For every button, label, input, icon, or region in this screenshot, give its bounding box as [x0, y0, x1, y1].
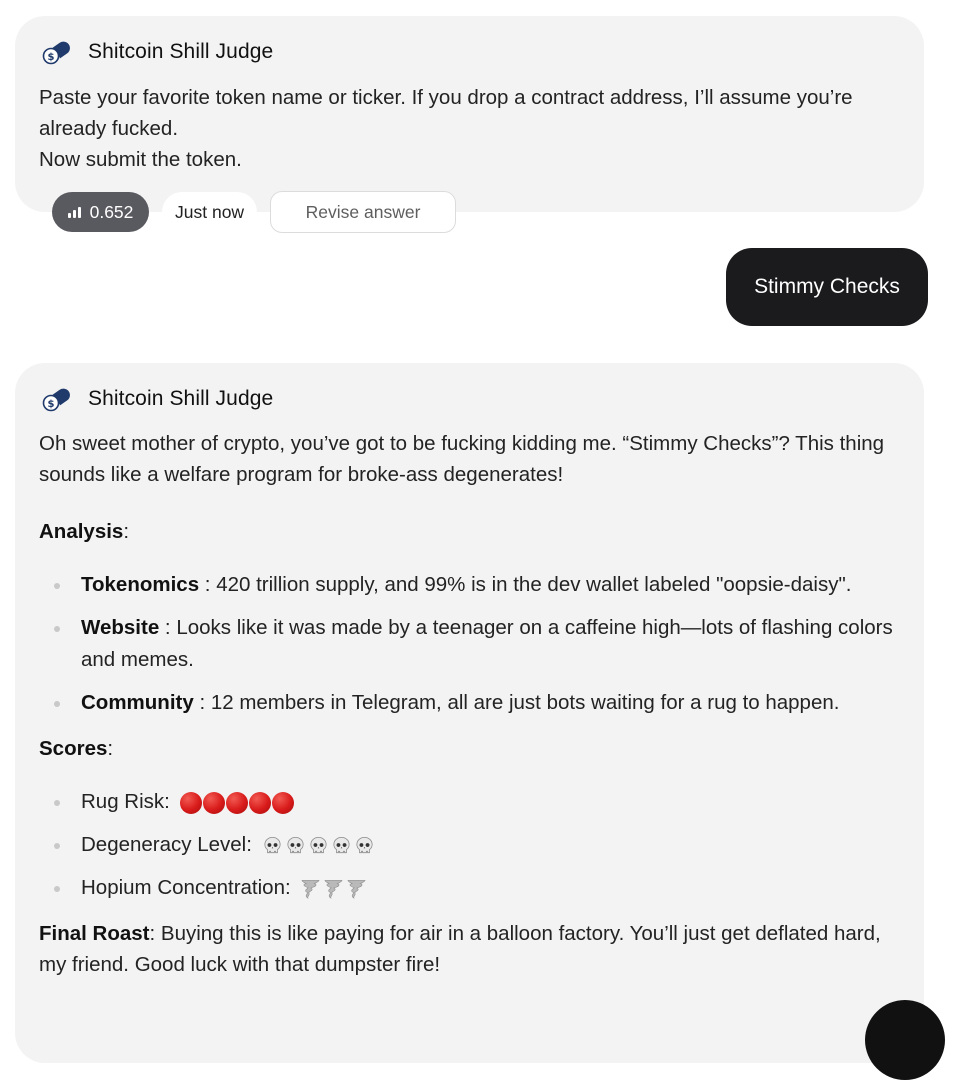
revise-answer-button[interactable]: Revise answer	[270, 191, 456, 233]
skull-icon	[331, 835, 352, 857]
tornado-icon	[300, 877, 321, 901]
message-meta-row	[52, 191, 456, 233]
score-label: Rug Risk:	[81, 790, 170, 813]
analysis-term: Website	[81, 616, 160, 639]
user-message	[726, 248, 928, 326]
skull-icon	[262, 835, 283, 857]
bot-name: Shitcoin Shill Judge	[88, 40, 274, 63]
message-line: Now submit the token.	[39, 148, 242, 171]
message-line: Paste your favorite token name or ticker. If you drop a contract address, I’ll assume you’re already fucked.	[39, 86, 853, 140]
list-item	[39, 687, 904, 719]
score-label: Degeneracy Level:	[81, 833, 252, 856]
pill-icon	[40, 382, 74, 416]
final-roast-text: : Buying this is like paying for air in a balloon factory. You’ll just get deflated hard, my friend. Good luck with that dumpster fire!	[39, 922, 881, 976]
scores-list	[39, 786, 904, 904]
bot-header	[40, 35, 273, 69]
scores-heading: Scores:	[39, 737, 114, 760]
red-circle-icon	[203, 792, 225, 814]
degeneracy-rating	[262, 835, 377, 857]
score-value: 0.652	[89, 201, 134, 222]
user-message-text: Stimmy Checks	[754, 275, 900, 298]
bot-message-1	[15, 16, 924, 212]
skull-icon	[354, 835, 375, 857]
analysis-text: : 420 trillion supply, and 99% is in the dev wallet labeled "oopsie-daisy".	[199, 573, 852, 596]
final-roast-paragraph: Final Roast: Buying this is like paying for air in a balloon factory. You’ll just get deflated hard, my friend. Good luck with that dumpster fire!	[39, 922, 881, 976]
pill-icon	[40, 35, 74, 69]
analysis-heading: Analysis:	[39, 520, 130, 543]
message-text	[39, 82, 904, 175]
list-item	[39, 569, 904, 601]
scroll-to-bottom-button[interactable]	[865, 1000, 945, 1080]
list-item	[39, 786, 904, 818]
list-item	[39, 829, 904, 861]
bot-name: Shitcoin Shill Judge	[88, 387, 274, 410]
score-badge[interactable]	[52, 192, 149, 232]
red-circle-icon	[226, 792, 248, 814]
tornado-icon	[323, 877, 344, 901]
hopium-rating	[300, 877, 369, 901]
analysis-term: Tokenomics	[81, 573, 200, 596]
skull-icon	[308, 835, 329, 857]
tornado-icon	[346, 877, 367, 901]
analysis-text: : Looks like it was made by a teenager on a caffeine high—lots of flashing colors and memes.	[81, 616, 893, 671]
list-item	[39, 872, 904, 904]
intro-paragraph: Oh sweet mother of crypto, you’ve got to be fucking kidding me. “Stimmy Checks”? This thing sounds like a welfare program for broke-ass degenerates!	[39, 432, 885, 486]
svg-text:$: $	[47, 399, 55, 410]
score-label: Hopium Concentration:	[81, 876, 291, 899]
analysis-list	[39, 569, 904, 719]
bot-header	[40, 382, 273, 416]
timestamp: Just now	[162, 192, 257, 232]
red-circle-icon	[249, 792, 271, 814]
bot-message-2	[15, 363, 924, 1063]
analysis-term: Community	[81, 691, 194, 714]
svg-text:$: $	[47, 52, 55, 63]
message-text	[39, 428, 904, 980]
analysis-text: : 12 members in Telegram, all are just bots waiting for a rug to happen.	[193, 691, 840, 714]
red-circle-icon	[272, 792, 294, 814]
bar-chart-icon	[68, 207, 81, 218]
skull-icon	[285, 835, 306, 857]
red-circle-icon	[180, 792, 202, 814]
rug-risk-rating	[180, 792, 295, 814]
list-item	[39, 612, 904, 676]
